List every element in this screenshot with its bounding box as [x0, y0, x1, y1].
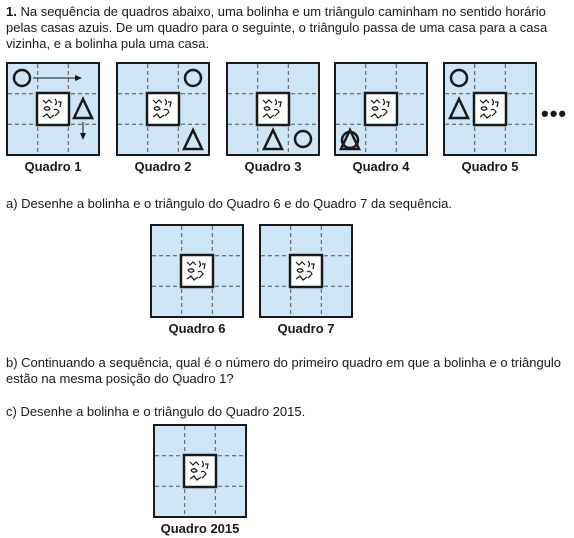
- question-c: c) Desenhe a bolinha e o triângulo do Quadro 2015.: [6, 404, 306, 419]
- frame-7-label: Quadro 7: [277, 321, 335, 336]
- frame-2-label: Quadro 2: [134, 159, 192, 174]
- frame-6-grid: [150, 224, 244, 318]
- frame-5-grid: [443, 62, 537, 156]
- frame-6-label: Quadro 6: [168, 321, 226, 336]
- frame-1-label: Quadro 1: [24, 159, 82, 174]
- frame-2: [116, 62, 210, 156]
- frame-4-grid: [334, 62, 428, 156]
- problem-text: Na sequência de quadros abaixo, uma bolinha e um triângulo caminham no sentido horário pelas casas azuis. De um quadro para o seguinte, o triângulo passa de uma casa para a casa vizinha, e a bolinha pula uma casa.: [6, 4, 548, 51]
- frame-6: [150, 224, 244, 318]
- frame-4-label: Quadro 4: [352, 159, 410, 174]
- problem-statement: [6, 4, 568, 52]
- frame-7-grid: [259, 224, 353, 318]
- stamp-logo-icon: [365, 93, 397, 125]
- stamp-logo-icon: [184, 455, 216, 487]
- stamp-logo-icon: [181, 255, 213, 287]
- frame-2015-label: Quadro 2015: [160, 521, 240, 536]
- frame-5: [443, 62, 537, 156]
- frame-2015-grid: [153, 424, 247, 518]
- stamp-logo-icon: [37, 93, 69, 125]
- frame-3-label: Quadro 3: [244, 159, 302, 174]
- frame-1: [6, 62, 100, 156]
- frame-2015: [153, 424, 247, 518]
- frame-1-grid: [6, 62, 100, 156]
- stamp-logo-icon: [474, 93, 506, 125]
- problem-number: 1.: [6, 4, 17, 19]
- frame-4: [334, 62, 428, 156]
- frame-5-label: Quadro 5: [461, 159, 519, 174]
- stamp-logo-icon: [147, 93, 179, 125]
- frame-3: [226, 62, 320, 156]
- stamp-logo-icon: [290, 255, 322, 287]
- ellipsis-icon: •••: [541, 101, 568, 126]
- frame-7: [259, 224, 353, 318]
- stamp-logo-icon: [257, 93, 289, 125]
- frame-2-grid: [116, 62, 210, 156]
- question-a: a) Desenhe a bolinha e o triângulo do Quadro 6 e do Quadro 7 da sequência.: [6, 196, 452, 211]
- frame-3-grid: [226, 62, 320, 156]
- question-b: b) Continuando a sequência, qual é o número do primeiro quadro em que a bolinha e o triângulo estão na mesma posição do Quadro 1?: [6, 355, 562, 386]
